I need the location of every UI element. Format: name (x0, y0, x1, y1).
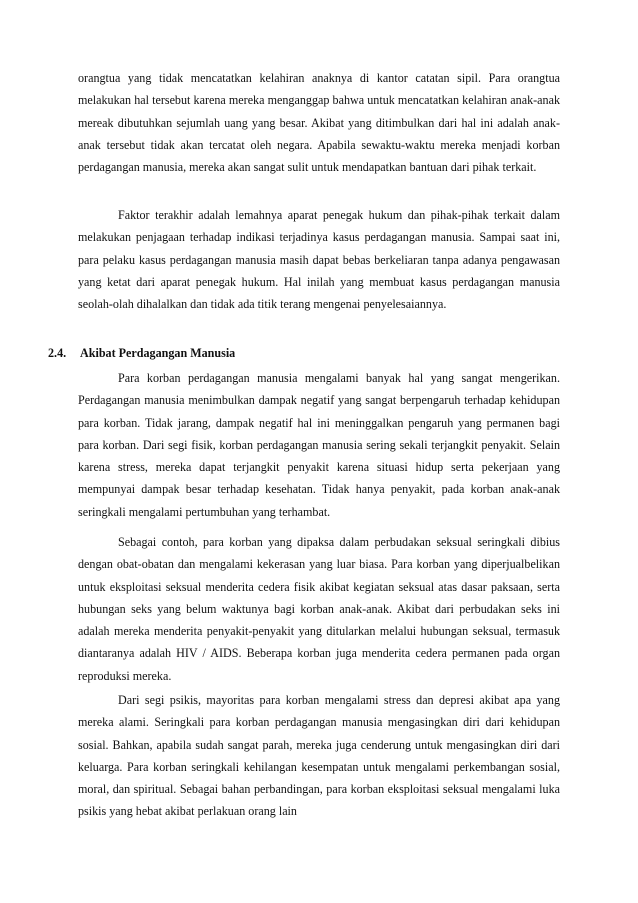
paragraph-birth-registration: orangtua yang tidak mencatatkan kelahiran anaknya di kantor catatan sipil. Para orangtua melakukan hal tersebut karena mereka menganggap bahwa untuk mencatatkan kelahiran anak-anak mereak dibutuhkan sejumlah uang yang besar. Akibat yang ditimbulkan dari hal ini adalah anak-anak tersebut tidak akan tercatat oleh negara. Apabila sewaktu-waktu mereka menjadi korban perdagangan manusia, mereka akan sangat sulit untuk mendapatkan bantuan dari pihak terkait. (78, 71, 560, 175)
paragraph-weak-law-enforcement: Faktor terakhir adalah lemahnya aparat penegak hukum dan pihak-pihak terkait dalam melakukan penjagaan terhadap indikasi terjadinya kasus perdagangan manusia. Sampai saat ini, para pelaku kasus perdagangan manusia masih dapat bebas berkeliaran tanpa adanya pengawasan yang ketat dari aparat penegak hukum. Hal inilah yang membuat kasus perdagangan manusia seolah-olah dihalalkan dan tidak ada titik terang mengenai penyelesaiannya. (78, 208, 560, 312)
paragraph-sexual-exploitation: Sebagai contoh, para korban yang dipaksa dalam perbudakan seksual seringkali dibius dengan obat-obatan dan mengalami kekerasan yang luar biasa. Para korban yang diperjualbelikan untuk eksploitasi seksual menderita cedera fisik akibat kegiatan seksual atas dasar paksaan, serta hubungan seks yang belum waktunya bagi korban anak-anak. Akibat dari perbudakan seks ini adalah mereka menderita penyakit-penyakit yang ditularkan melalui hubungan seksual, termasuk diantaranya adalah HIV / AIDS. Beberapa korban juga menderita cedera permanen pada organ reproduksi mereka. (78, 535, 560, 683)
section-title: Akibat Perdagangan Manusia (80, 346, 236, 360)
paragraph-physical-impact: Para korban perdagangan manusia mengalami banyak hal yang sangat mengerikan. Perdagangan manusia menimbulkan dampak negatif yang sangat berpengaruh terhadap kehidupan para korban. Tidak jarang, dampak negatif hal ini meninggalkan pengaruh yang permanen bagi para korban. Dari segi fisik, korban perdagangan manusia sering sekali terjangkit penyakit. Selain karena stress, mereka dapat terjangkit penyakit karena situasi hidup serta pekerjaan yang mempunyai dampak besar terhadap kesehatan. Tidak hanya penyakit, pada korban anak-anak seringkali mengalami pertumbuhan yang terhambat. (78, 371, 560, 519)
section-number: 2.4. (48, 346, 67, 360)
paragraph-psychological-impact: Dari segi psikis, mayoritas para korban mengalami stress dan depresi akibat apa yang mereka alami. Seringkali para korban perdagangan manusia mengasingkan diri dari kehidupan sosial. Bahkan, apabila sudah sangat parah, mereka juga cenderung untuk mengasingkan diri dari keluarga. Para korban seringkali kehilangan kesempatan untuk mengalami perkembangan sosial, moral, dan spiritual. Sebagai bahan perbandingan, para korban eksploitasi seksual mengalami luka psikis yang hebat akibat perlakuan orang lain (78, 693, 560, 819)
